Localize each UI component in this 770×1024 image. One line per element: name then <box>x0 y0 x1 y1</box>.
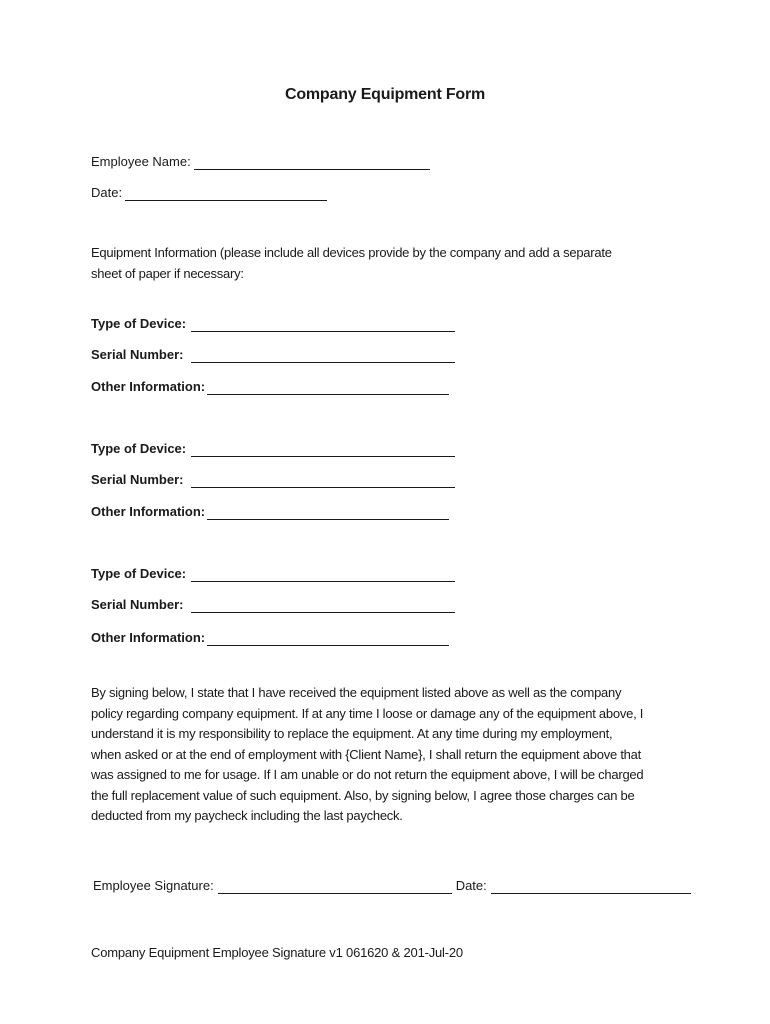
statement-line: By signing below, I state that I have received the equipment listed above as well as the company <box>91 685 622 700</box>
equipment-intro-line: sheet of paper if necessary: <box>91 265 244 281</box>
other-info-label: Other Information: <box>91 630 206 645</box>
statement-line: policy regarding company equipment. If at any time I loose or damage any of the equipment above, I <box>91 705 644 721</box>
device-type-field[interactable] <box>191 317 455 332</box>
statement-line: was assigned to me for usage. If I am unable or do not return the equipment above, I will be charged <box>91 767 644 782</box>
other-info-row <box>91 502 449 520</box>
other-info-field[interactable] <box>207 631 449 646</box>
employee-name-label: Employee Name: <box>91 154 191 169</box>
other-info-label: Other Information: <box>91 504 206 519</box>
device-type-row <box>91 439 455 457</box>
device-type-label: Type of Device: <box>91 316 187 331</box>
signature-row <box>93 876 691 894</box>
device-type-field[interactable] <box>191 567 455 582</box>
statement-line: deducted from my paycheck including the last paycheck. <box>91 808 403 823</box>
other-info-row <box>91 377 449 395</box>
serial-number-field[interactable] <box>191 473 455 488</box>
date-row <box>91 183 327 201</box>
device-type-row <box>91 564 455 582</box>
document-footer: Company Equipment Employee Signature v1 061620 & 201-Jul-20 <box>91 945 463 960</box>
statement-line: when asked or at the end of employment with {Client Name}, I shall return the equipment above that <box>91 746 642 762</box>
page-title: Company Equipment Form <box>284 86 486 103</box>
statement-line: understand it is my responsibility to replace the equipment. At any time during my employment, <box>91 726 613 741</box>
equipment-intro-line: Equipment Information (please include all devices provide by the company and add a separate <box>91 245 612 260</box>
device-type-row <box>91 314 455 332</box>
serial-number-row <box>91 345 455 363</box>
device-type-label: Type of Device: <box>91 441 187 456</box>
serial-number-field[interactable] <box>191 348 455 363</box>
employee-name-row <box>91 152 430 170</box>
other-info-row <box>91 628 449 646</box>
serial-number-label: Serial Number: <box>91 472 184 487</box>
statement-paragraph <box>91 683 691 827</box>
signature-date-label: Date: <box>455 878 487 893</box>
serial-number-field[interactable] <box>191 598 455 613</box>
date-label: Date: <box>91 185 123 200</box>
equipment-intro <box>91 243 691 284</box>
employee-signature-field[interactable] <box>218 879 452 894</box>
date-field[interactable] <box>125 186 327 201</box>
other-info-field[interactable] <box>207 505 449 520</box>
device-type-field[interactable] <box>191 442 455 457</box>
serial-number-label: Serial Number: <box>91 597 184 612</box>
serial-number-row <box>91 595 455 613</box>
employee-name-field[interactable] <box>194 155 430 170</box>
device-type-label: Type of Device: <box>91 566 187 581</box>
other-info-label: Other Information: <box>91 379 206 394</box>
statement-line: the full replacement value of such equipment. Also, by signing below, I agree those charges can be <box>91 787 635 803</box>
serial-number-row <box>91 470 455 488</box>
signature-date-field[interactable] <box>491 879 691 894</box>
other-info-field[interactable] <box>207 380 449 395</box>
serial-number-label: Serial Number: <box>91 347 184 362</box>
employee-signature-label: Employee Signature: <box>93 878 214 893</box>
